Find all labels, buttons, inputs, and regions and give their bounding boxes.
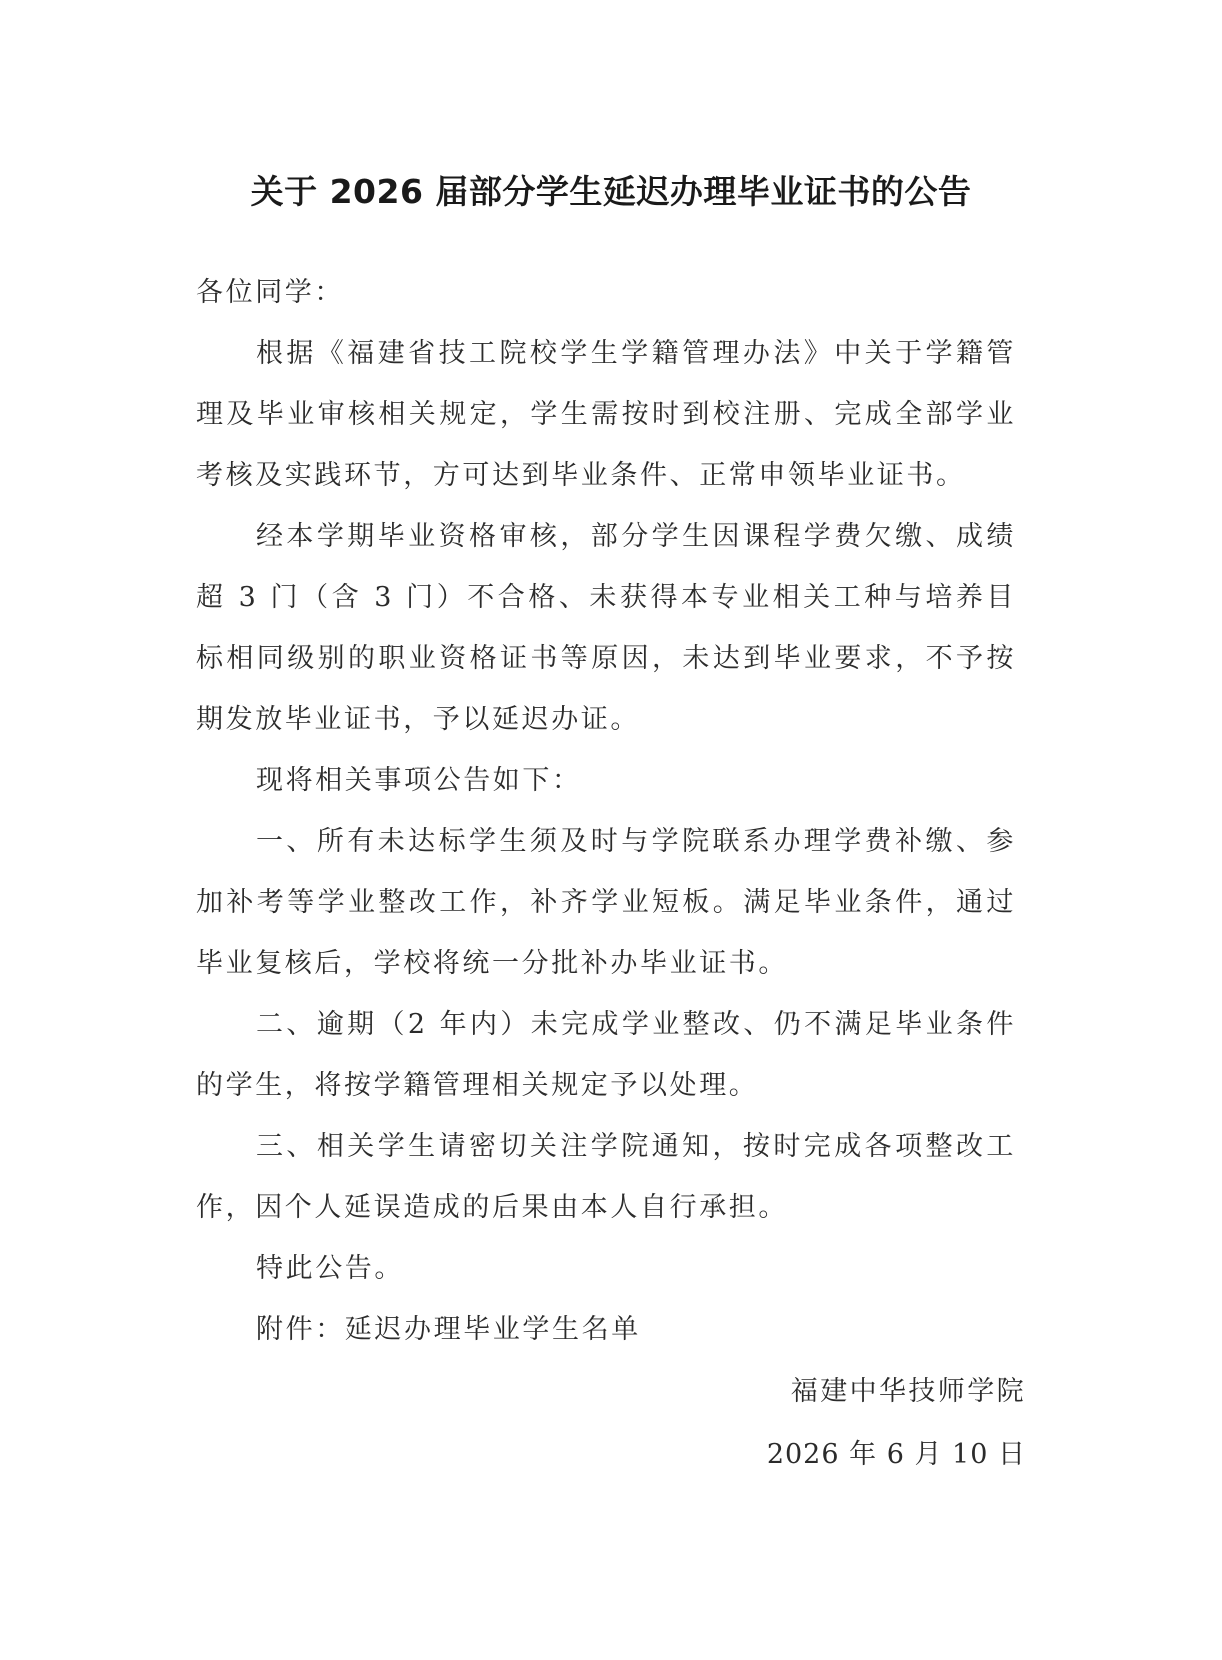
paragraph-item-3: 三、相关学生请密切关注学院通知，按时完成各项整改工作，因个人延误造成的后果由本人自行承担。 [196,1131,1016,1223]
notice-body [196,262,1016,1360]
paragraph-announcement-intro: 现将相关事项公告如下： [256,765,582,796]
notice-title: 关于 2026 届部分学生延迟办理毕业证书的公告 [250,172,972,211]
issue-date: 2026 年 6 月 10 日 [766,1439,1026,1470]
paragraph-item-1: 一、所有未达标学生须及时与学院联系办理学费补缴、参加补考等学业整改工作，补齐学业短板。满足毕业条件，通过毕业复核后，学校将统一分批补办毕业证书。 [196,826,1016,979]
paragraph-item-2: 二、逾期（2 年内）未完成学业整改、仍不满足毕业条件的学生，将按学籍管理相关规定予以处理。 [196,1009,1016,1101]
attachment-line: 附件：延迟办理毕业学生名单 [256,1314,641,1345]
paragraph-closing: 特此公告。 [256,1253,404,1284]
paragraph-review-result: 经本学期毕业资格审核，部分学生因课程学费欠缴、成绩超 3 门（含 3 门）不合格、未获得本专业相关工种与培养目标相同级别的职业资格证书等原因，未达到毕业要求，不予按期发放毕业证书，予以延迟办证。 [196,521,1016,735]
paragraph-basis: 根据《福建省技工院校学生学籍管理办法》中关于学籍管理及毕业审核相关规定，学生需按时到校注册、完成全部学业考核及实践环节，方可达到毕业条件、正常申领毕业证书。 [196,338,1016,491]
issuer-signature: 福建中华技师学院 [790,1376,1026,1407]
salutation: 各位同学： [196,277,344,308]
